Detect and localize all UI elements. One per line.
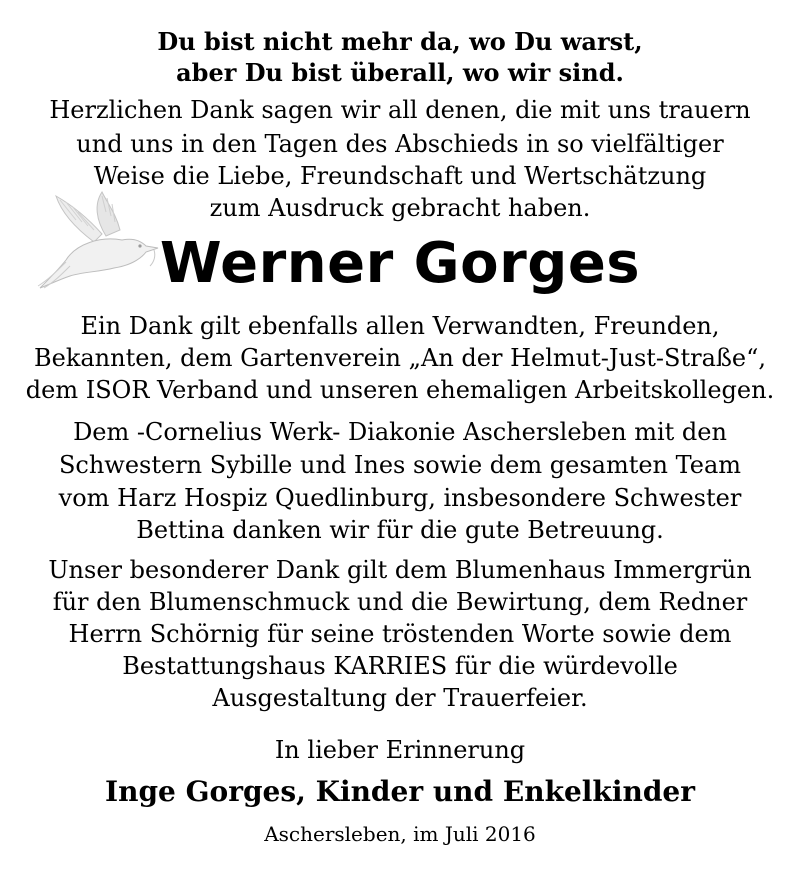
thanks-3-line-2: für den Blumenschmuck und die Bewirtung, dem Redner xyxy=(52,588,748,616)
thanks-1-line-1: Ein Dank gilt ebenfalls allen Verwandten, Freunden, xyxy=(80,312,720,340)
motto-line-1: Du bist nicht mehr da, wo Du warst, xyxy=(157,27,643,56)
place-date: Aschersleben, im Juli 2016 xyxy=(264,822,536,846)
thanks-2-line-1: Dem -Cornelius Werk- Diakonie Aschersleben mit den xyxy=(73,418,727,446)
thanks-2-line-2: Schwestern Sybille und Ines sowie dem gesamten Team xyxy=(58,451,742,479)
deceased-name: Werner Gorges xyxy=(159,231,641,296)
signature: Inge Gorges, Kinder und Enkelkinder xyxy=(105,775,695,808)
thanks-3-line-4: Bestattungshaus KARRIES für die würdevolle xyxy=(122,652,678,680)
thanks-3-line-3: Herrn Schörnig für seine tröstenden Worte sowie dem xyxy=(68,620,732,648)
thanks-1-line-3: dem ISOR Verband und unseren ehemaligen Arbeitskollegen. xyxy=(25,376,775,404)
intro-line-2: und uns in den Tagen des Abschieds in so vielfältiger xyxy=(76,130,724,158)
thanks-3-line-5: Ausgestaltung der Trauerfeier. xyxy=(212,684,588,712)
thanks-1-line-2: Bekannten, dem Gartenverein „An der Helmut-Just-Straße“, xyxy=(33,344,767,372)
intro-line-1: Herzlichen Dank sagen wir all denen, die mit uns trauern xyxy=(49,96,751,124)
intro-line-3: Weise die Liebe, Freundschaft und Wertschätzung xyxy=(93,162,707,190)
closing-phrase: In lieber Erinnerung xyxy=(274,736,526,764)
motto-line-2: aber Du bist überall, wo wir sind. xyxy=(176,58,624,87)
thanks-3-line-1: Unser besonderer Dank gilt dem Blumenhaus Immergrün xyxy=(48,556,752,584)
thanks-2-line-3: vom Harz Hospiz Quedlinburg, insbesondere Schwester xyxy=(58,484,742,512)
thanks-2-line-4: Bettina danken wir für die gute Betreuung. xyxy=(136,516,664,544)
intro-line-4: zum Ausdruck gebracht haben. xyxy=(209,194,591,222)
